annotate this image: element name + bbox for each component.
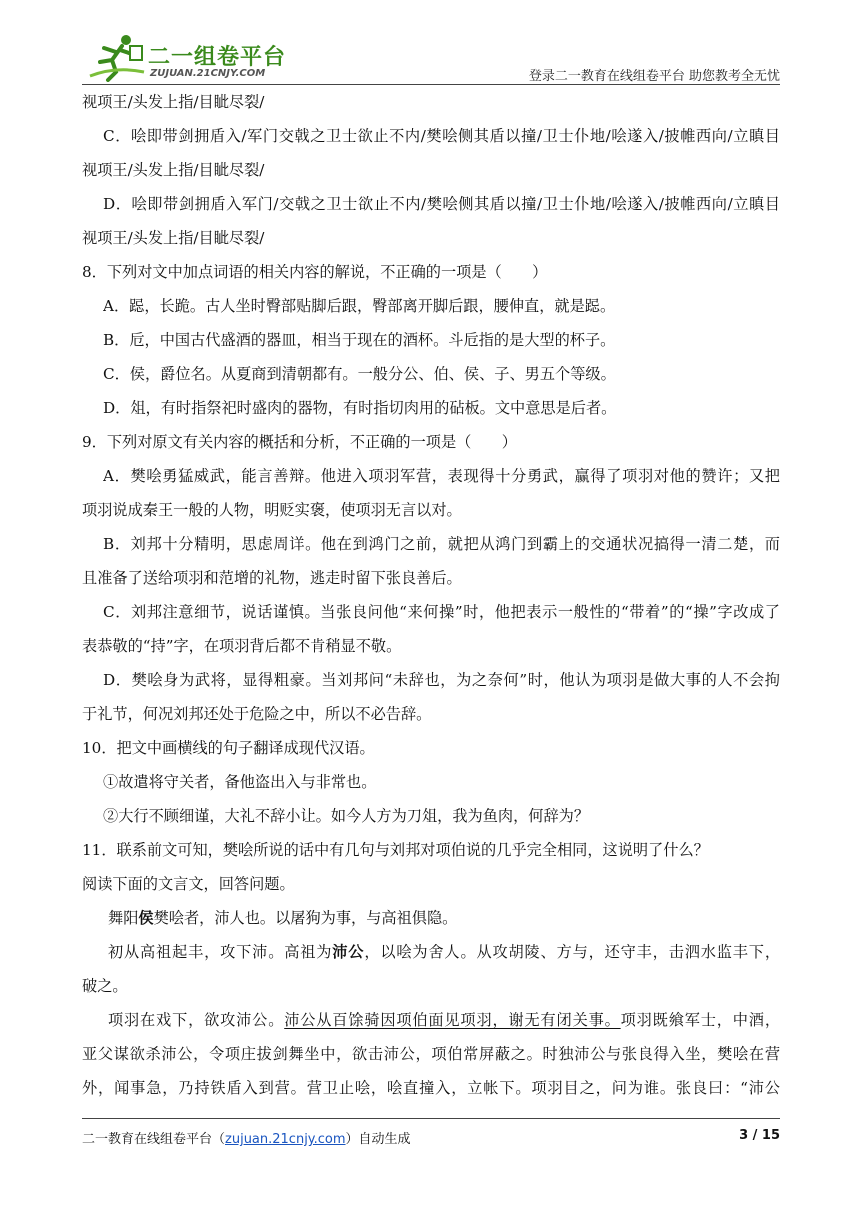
passage-text: 樊哙者，沛人也。以屠狗为事，与高祖俱隐。 [153,909,458,927]
q9-option-d: D．樊哙身为武将，显得粗豪。当刘邦问“未辞也，为之奈何”时，他认为项羽是做大事的人不会拘 [103,671,780,689]
footer-suffix: ）自动生成 [345,1132,411,1147]
passage-text: 项羽在戏下，欲攻沛公。 [108,1011,285,1029]
q8-option-b: B．卮，中国古代盛酒的器皿，相当于现在的酒杯。斗卮指的是大型的杯子。 [103,331,616,349]
footer-prefix: 二一教育在线组卷平台（ [82,1132,226,1147]
question-9: 9．下列对原文有关内容的概括和分析，不正确的一项是（ ） [82,433,517,451]
page-header [82,30,780,85]
passage-text: 项羽既飨军士，中酒， [620,1011,780,1029]
text-line: 视项王/头发上指/目眦尽裂/ [82,161,265,179]
question-8: 8．下列对文中加点词语的相关内容的解说，不正确的一项是（ ） [82,263,548,281]
passage-text: ，以哙为舍人。从攻胡陵、方与，还守丰，击泗水监丰下， [364,943,780,961]
header-slogan: 登录二一教育在线组卷平台 助您教考全无忧 [528,69,780,84]
logo [86,32,286,82]
text-line: 项羽说成秦王一般的人物，明贬实褒，使项羽无言以对。 [82,501,462,519]
dotted-word: 侯 [138,909,154,927]
option-d-line: D．哙即带剑拥盾入军门/交戟之卫士欲止不内/樊哙侧其盾以撞/卫士仆地/哙遂入/披帷西向/立瞋目 [103,195,780,213]
q8-option-c: C．侯，爵位名。从夏商到清朝都有。一般分公、伯、侯、子、男五个等级。 [103,365,616,383]
footer-source [82,1128,411,1147]
q10-sentence-1: ①故遣将守关者，备他盗出入与非常也。 [103,773,377,791]
reading-instruction: 阅读下面的文言文，回答问题。 [82,875,295,893]
q9-option-b: B．刘邦十分精明，思虑周详。他在到鸿门之前，就把从鸿门到霸上的交通状况搞得一清二楚，而 [103,535,780,553]
q8-option-a: A．跽，长跪。古人坐时臀部贴脚后跟，臀部离开脚后跟，腰伸直，就是跽。 [103,297,616,315]
question-11: 11．联系前文可知，樊哙所说的话中有几句与刘邦对项伯说的几乎完全相同，这说明了什么？ [82,841,709,859]
text-line: 于礼节，何况刘邦还处于危险之中，所以不必告辞。 [82,705,432,723]
q10-sentence-2: ②大行不顾细谨，大礼不辞小让。如今人方为刀俎，我为鱼肉，何辞为？ [103,807,589,825]
q9-option-c: C．刘邦注意细节，说话谨慎。当张良问他“来何操”时，他把表示一般性的“带着”的“操”字改成了 [103,603,780,621]
text-line: 且准备了送给项羽和范增的礼物，逃走时留下张良善后。 [82,569,462,587]
passage-text: 舞阳 [108,909,139,927]
passage-line: 外，闻事急，乃持铁盾入到营。营卫止哙，哙直撞入，立帐下。项羽目之，问为谁。张良曰：“沛公 [82,1079,780,1097]
runner-logo-icon [86,32,146,82]
question-10: 10．把文中画横线的句子翻译成现代汉语。 [82,739,375,757]
page-number: 3 / 15 [739,1128,780,1143]
dotted-word: 沛公 [332,943,365,961]
passage-text: 初从高祖起丰，攻下沛。高祖为 [108,943,333,961]
passage-line: 亚父谋欲杀沛公，令项庄拔剑舞坐中，欲击沛公，项伯常屏蔽之。时独沛公与张良得入坐，樊哙在营 [82,1045,780,1063]
passage-paragraph-1 [108,902,780,935]
logo-subtitle: ZUJUAN.21CNJY.COM [150,68,266,79]
passage-line: 破之。 [82,977,128,995]
q8-option-d: D．俎，有时指祭祀时盛肉的器物，有时指切肉用的砧板。文中意思是后者。 [103,399,617,417]
option-c-line: C．哙即带剑拥盾入/军门交戟之卫士欲止不内/樊哙侧其盾以撞/卫士仆地/哙遂入/披帷西向/立瞋目 [103,127,780,145]
passage-paragraph-2 [108,936,780,969]
page-footer [82,1118,780,1149]
text-line: 视项王/头发上指/目眦尽裂/ [82,229,265,247]
logo-name: 二一组卷平台 [148,45,287,70]
passage-paragraph-3 [108,1004,780,1037]
text-line: 视项王/头发上指/目眦尽裂/ [82,93,265,111]
underlined-sentence: 沛公从百馀骑因项伯面见项羽，谢无有闭关事。 [284,1011,621,1029]
q9-option-a: A．樊哙勇猛威武，能言善辩。他进入项羽军营，表现得十分勇武，赢得了项羽对他的赞许；又把 [103,467,780,485]
text-line: 表恭敬的“持”字，在项羽背后都不肯稍显不敬。 [82,637,402,655]
footer-link[interactable]: zujuan.21cnjy.com [225,1132,346,1147]
